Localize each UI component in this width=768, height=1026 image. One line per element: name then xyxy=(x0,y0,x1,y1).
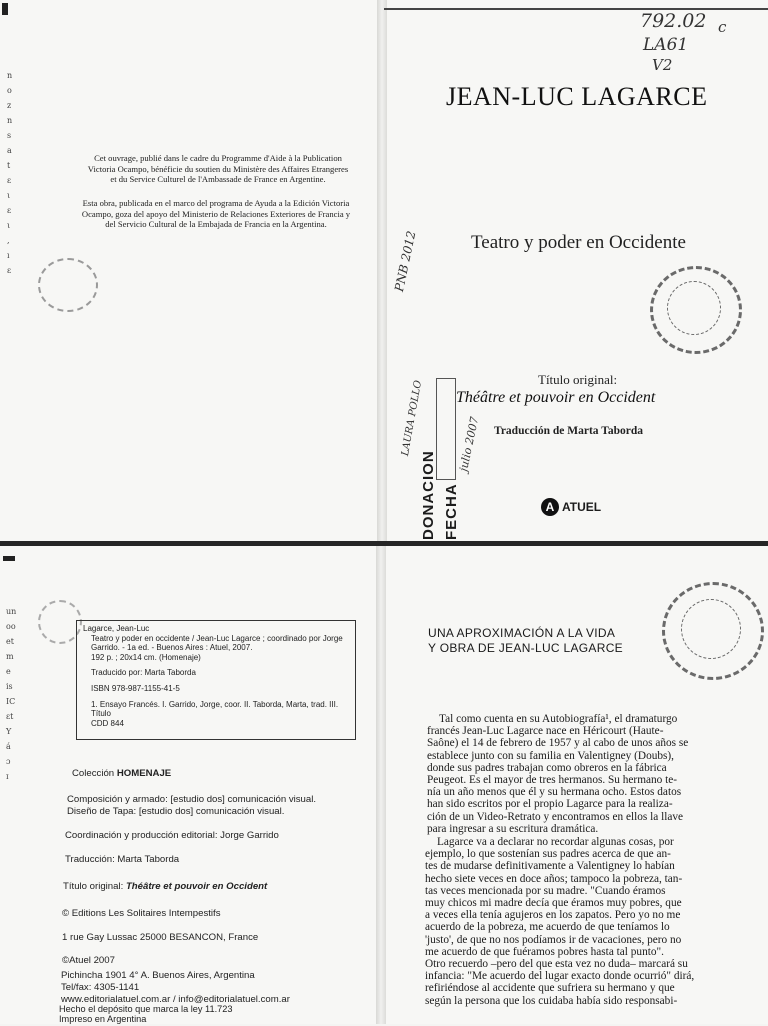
original-title-label: Título original: xyxy=(538,372,618,387)
date-stamp-label: FECHA xyxy=(443,483,460,540)
top-gutter xyxy=(377,0,387,541)
faded-library-stamp xyxy=(38,258,98,312)
titulo-original-line xyxy=(63,881,267,893)
p1-line: establece junto con su familia en Valentigney (Doubs), xyxy=(427,749,674,762)
p2-line: ejemplo, lo que sostenían sus padres acerca de que an- xyxy=(425,848,671,861)
atuel-logo-icon: A xyxy=(541,498,559,516)
catalog-pages: 192 p. ; 20x14 cm. (Homenaje) xyxy=(91,652,201,662)
donation-date: julio 2007 xyxy=(457,415,482,473)
corner-letter: c xyxy=(718,18,727,36)
publisher-logo xyxy=(541,498,601,516)
p2-line: 'justo', de que no nos podíamos ir de vacaciones, pero no xyxy=(425,933,682,946)
chapter-school-stamp xyxy=(662,582,764,680)
address-france: 1 rue Gay Lussac 25000 BESANCON, France xyxy=(62,932,259,943)
chapter-stamp-inner-ring xyxy=(681,599,741,659)
composicion-line: Composición y armado: [estudio dos] comunicación visual. xyxy=(67,794,317,805)
p2-line: tas veces mencionada por su madre. "Cuando éramos xyxy=(425,884,666,897)
address-argentina: Pichincha 1901 4° A. Buenos Aires, Argentina xyxy=(61,970,255,981)
corner-mark-bottom xyxy=(3,556,15,561)
author-name: JEAN-LUC LAGARCE xyxy=(446,82,708,111)
catalog-subjects: 1. Ensayo Francés. I. Garrido, Jorge, coor. II. Taborda, Marta, trad. III. Título xyxy=(91,699,339,719)
coordinacion-line: Coordinación y producción editorial: Jorge Garrido xyxy=(65,830,279,841)
p1-line: Saône) el 14 de febrero de 1957 y al cabo de unos años se xyxy=(427,737,689,750)
p2-line: acuerdo de la pobreza, me acuerdo de que teníamos lo xyxy=(425,921,670,934)
p2-line: Otro recuerdo –pero del que esta vez no duda– marcará su xyxy=(425,958,688,971)
p1-line: para ingresar a su escritura dramática. xyxy=(427,822,599,835)
chapter-title xyxy=(428,626,623,656)
p2-line: muy chicos mi madre decía que éramos muy pobres, que xyxy=(425,897,682,910)
bottom-gutter xyxy=(376,546,386,1024)
p1-line: Tal como cuenta en su Autobiografía¹, el dramaturgo xyxy=(439,713,678,725)
coleccion-line xyxy=(72,768,171,780)
shelf-mark xyxy=(640,10,706,32)
catalog-cdd: CDD 844 xyxy=(91,718,124,728)
p2-line: hecho siete veces en doce años; tampoco la pobreza, tan- xyxy=(425,872,683,885)
p2-line: tes de mudarse definitivamente a Valentigney lo habían xyxy=(425,860,675,873)
corner-mark xyxy=(2,3,8,15)
notice-spanish: Esta obra, publicada en el marco del programa de Ayuda a la Edición Victoria Ocampo, goza del apoyo del Ministerio de Relaciones Exteriores de Francia y del Servicio Cultural de la Embajada de Francia en la Argentina. xyxy=(81,198,351,229)
impreso-en: Impreso en Argentina xyxy=(59,1014,147,1024)
catalog-record xyxy=(76,620,356,740)
catalog-isbn: ISBN 978-987-1155-41-5 xyxy=(91,683,180,693)
paragraph-1 xyxy=(427,713,711,835)
p2-line: a veces ella tenía agujeros en los zapatos. Pero yo no me xyxy=(425,909,681,922)
p2-line: me acuerdo de que fuéramos pobres hasta tal punto". xyxy=(425,945,664,958)
telfax: Tel/fax: 4305-1141 xyxy=(61,982,140,993)
catalog-translator: Traducido por: Marta Taborda xyxy=(91,668,196,678)
p1-line: francés Jean-Luc Lagarce nace en Héricourt (Haute- xyxy=(427,725,664,738)
volume-mark: V2 xyxy=(652,56,673,74)
traduccion-line: Traducción: Marta Taborda xyxy=(65,854,180,865)
copyright-solitaires: © Editions Les Solitaires Intempestifs xyxy=(62,908,221,919)
publisher-name: ATUEL xyxy=(562,500,602,514)
paragraph-2 xyxy=(425,836,713,1007)
p2-line: infancia: "Me acuerdo del lugar exacto donde ocurrió" dirá, xyxy=(425,970,695,983)
notice-french: Cet ouvrage, publié dans le cadre du Programme d'Aide à la Publication Victoria Ocampo, bénéficie du soutien du Ministère des Affaires Etrangeres et du Service Culturel de l'Ambassade de France en Argentine. xyxy=(87,153,349,184)
titulo-original-value: Théâtre et pouvoir en Occident xyxy=(125,881,268,892)
top-page-edge xyxy=(384,8,768,10)
chapter-title-line-2: Y OBRA DE JEAN-LUC LAGARCE xyxy=(428,641,623,655)
coleccion-label: Colección xyxy=(72,768,115,779)
left-margin-marks-bottom: un oo et m e is IC ɛt Y á ɔ ɪ xyxy=(6,607,17,781)
copyright-atuel: ©Atuel 2007 xyxy=(62,955,115,966)
donation-stamp-label: DONACION xyxy=(420,450,437,540)
p1-line: Peugeot. Es el mayor de tres hermanos. Su hermano te- xyxy=(427,774,678,787)
p1-line: donde sus padres trabajan como obreros en la fábrica xyxy=(427,761,667,774)
deposito-legal: Hecho el depósito que marca la ley 11.723 xyxy=(59,1004,233,1014)
donor-name: LAURA POLLO xyxy=(400,379,425,457)
chapter-title-line-1: UNA APROXIMACIÓN A LA VIDA xyxy=(428,626,616,640)
school-stamp xyxy=(650,266,742,354)
web-email: www.editorialatuel.com.ar / info@editorialatuel.com.ar xyxy=(61,994,290,1005)
catalog-author: Lagarce, Jean-Luc xyxy=(83,624,150,633)
shelf-mark-number: 792.02 xyxy=(640,10,707,32)
p2-line: según la persona que los cuidaba había sido responsabi- xyxy=(425,994,678,1007)
translator-credit: Traducción de Marta Taborda xyxy=(494,425,643,437)
p2-line: refiriéndose al accidente que sufriera su hermano y que xyxy=(425,982,675,995)
book-title: Teatro y poder en Occidente xyxy=(471,232,686,253)
shelf-mark-line-2: LA61 xyxy=(643,35,689,55)
original-title: Théâtre et pouvoir en Occident xyxy=(456,389,656,406)
left-margin-marks: n o z n s a t ε ι ɛ ι , ı ε xyxy=(7,71,13,275)
coleccion-name: HOMENAJE xyxy=(116,768,172,779)
p1-line: nía un año menos que él y su hermana ocho. Estos datos xyxy=(427,786,682,799)
diseno-line: Diseño de Tapa: [estudio dos] comunicación visual. xyxy=(67,806,285,817)
catalog-title-line: Teatro y poder en occidente / Jean-Luc Lagarce ; coordinado por Jorge Garrido. - 1a ed. - Buenos Aires : Atuel, 2007. xyxy=(91,633,343,653)
p2-line: Lagarce va a declarar no recordar algunas cosas, por xyxy=(437,836,674,848)
donation-signature-box xyxy=(436,378,456,480)
p1-line: ción de un Video-Retrato y encontramos en ellos la llave xyxy=(427,810,684,823)
titulo-original-label: Título original: xyxy=(63,881,124,892)
p1-line: han sido escritos por el propio Lagarce para la realiza- xyxy=(427,798,673,811)
margin-note: PNB 2012 xyxy=(392,229,419,293)
school-stamp-inner-ring xyxy=(667,281,721,335)
